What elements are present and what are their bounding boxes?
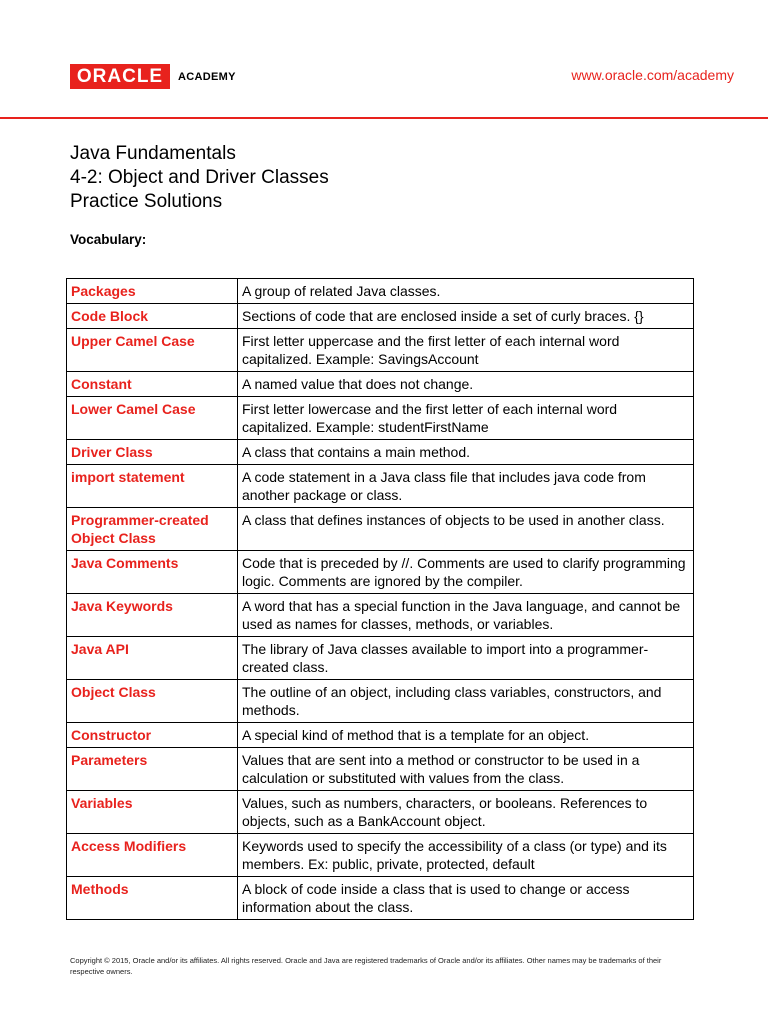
vocab-definition: Values, such as numbers, characters, or booleans. References to objects, such as a BankAccount object. bbox=[238, 791, 694, 834]
logo-suffix: ACADEMY bbox=[178, 71, 236, 83]
vocab-term: Constant bbox=[67, 372, 238, 397]
vocab-definition: A class that defines instances of objects to be used in another class. bbox=[238, 508, 694, 551]
vocab-term: Programmer-created Object Class bbox=[67, 508, 238, 551]
vocab-definition: A code statement in a Java class file that includes java code from another package or class. bbox=[238, 465, 694, 508]
table-row bbox=[67, 791, 694, 834]
table-row bbox=[67, 440, 694, 465]
table-row bbox=[67, 329, 694, 372]
vocab-definition: A class that contains a main method. bbox=[238, 440, 694, 465]
vocab-term: Upper Camel Case bbox=[67, 329, 238, 372]
academy-url-link[interactable]: www.oracle.com/academy bbox=[571, 67, 734, 83]
vocab-term: Object Class bbox=[67, 680, 238, 723]
vocab-definition: First letter uppercase and the first letter of each internal word capitalized. Example: SavingsAccount bbox=[238, 329, 694, 372]
vocab-definition: Sections of code that are enclosed inside a set of curly braces. {} bbox=[238, 304, 694, 329]
table-row bbox=[67, 279, 694, 304]
vocab-term: import statement bbox=[67, 465, 238, 508]
table-row bbox=[67, 680, 694, 723]
table-row bbox=[67, 551, 694, 594]
vocab-definition: A word that has a special function in the Java language, and cannot be used as names for classes, methods, or variables. bbox=[238, 594, 694, 637]
vocab-definition: The library of Java classes available to import into a programmer-created class. bbox=[238, 637, 694, 680]
table-row bbox=[67, 637, 694, 680]
page-header bbox=[0, 0, 768, 119]
vocab-term: Code Block bbox=[67, 304, 238, 329]
vocab-term: Java Comments bbox=[67, 551, 238, 594]
table-row bbox=[67, 397, 694, 440]
table-row bbox=[67, 372, 694, 397]
vocab-term: Packages bbox=[67, 279, 238, 304]
table-row bbox=[67, 465, 694, 508]
vocabulary-table-body bbox=[67, 279, 694, 920]
vocab-term: Parameters bbox=[67, 748, 238, 791]
vocab-term: Constructor bbox=[67, 723, 238, 748]
table-row bbox=[67, 594, 694, 637]
vocab-term: Java Keywords bbox=[67, 594, 238, 637]
table-row bbox=[67, 304, 694, 329]
vocab-definition: First letter lowercase and the first letter of each internal word capitalized. Example: studentFirstName bbox=[238, 397, 694, 440]
vocab-definition: A block of code inside a class that is used to change or access information about the class. bbox=[238, 877, 694, 920]
vocab-definition: A named value that does not change. bbox=[238, 372, 694, 397]
table-row bbox=[67, 834, 694, 877]
vocab-definition: Code that is preceded by //. Comments are used to clarify programming logic. Comments are ignored by the compiler. bbox=[238, 551, 694, 594]
title-line-1: Java Fundamentals bbox=[70, 143, 236, 164]
vocab-definition: Keywords used to specify the accessibility of a class (or type) and its members. Ex: public, private, protected, default bbox=[238, 834, 694, 877]
table-row bbox=[67, 748, 694, 791]
vocab-definition: A group of related Java classes. bbox=[238, 279, 694, 304]
vocab-definition: The outline of an object, including class variables, constructors, and methods. bbox=[238, 680, 694, 723]
vocab-term: Access Modifiers bbox=[67, 834, 238, 877]
vocab-term: Lower Camel Case bbox=[67, 397, 238, 440]
document-title bbox=[70, 142, 329, 214]
vocab-term: Driver Class bbox=[67, 440, 238, 465]
table-row bbox=[67, 508, 694, 551]
copyright-footer: Copyright © 2015, Oracle and/or its affiliates. All rights reserved. Oracle and Java are registered trademarks of Oracle and/or its affiliates. Other names may be trademarks of their respective owners. bbox=[70, 956, 662, 976]
vocab-term: Methods bbox=[67, 877, 238, 920]
vocab-term: Java API bbox=[67, 637, 238, 680]
oracle-logo bbox=[70, 64, 170, 89]
table-row bbox=[67, 877, 694, 920]
title-line-3: Practice Solutions bbox=[70, 191, 223, 212]
vocab-definition: A special kind of method that is a template for an object. bbox=[238, 723, 694, 748]
vocab-definition: Values that are sent into a method or constructor to be used in a calculation or substituted with values from the class. bbox=[238, 748, 694, 791]
table-row bbox=[67, 723, 694, 748]
logo-text: ORACLE bbox=[76, 66, 164, 87]
vocab-term: Variables bbox=[67, 791, 238, 834]
header-divider bbox=[0, 117, 768, 119]
title-line-2: 4-2: Object and Driver Classes bbox=[70, 167, 329, 188]
vocabulary-table bbox=[66, 278, 694, 920]
vocabulary-heading: Vocabulary: bbox=[70, 232, 147, 247]
